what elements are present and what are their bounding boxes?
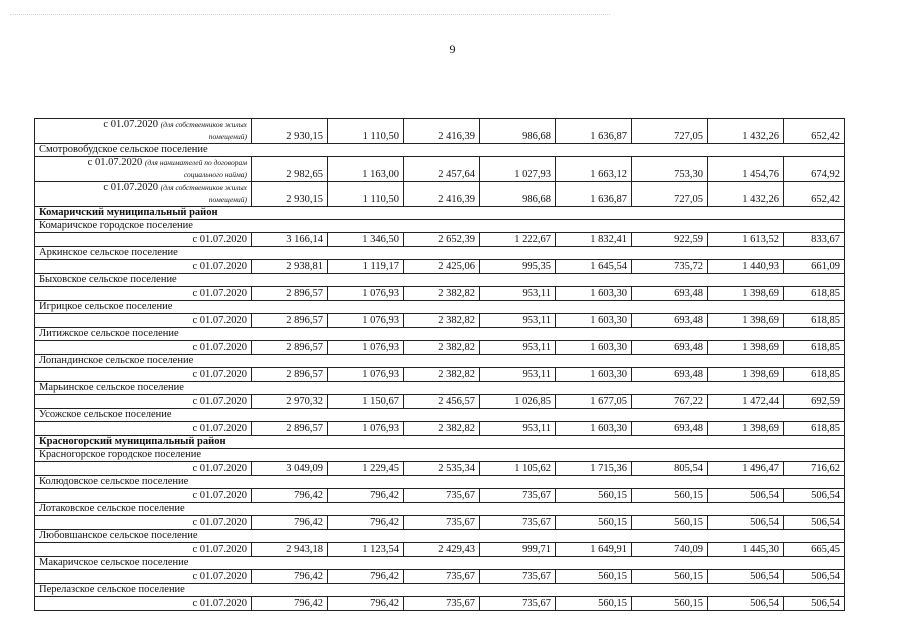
settlement-row	[35, 409, 845, 422]
tariff-value-cell: 1 026,85	[480, 395, 556, 409]
tariff-value-cell: 693,48	[632, 314, 708, 328]
table-row	[35, 287, 845, 301]
tariff-value-cell: 506,54	[708, 489, 784, 503]
settlement-row	[35, 274, 845, 287]
tariff-value-cell: 1 398,69	[708, 368, 784, 382]
tariff-value-cell: 506,54	[708, 516, 784, 530]
tariff-value-cell: 693,48	[632, 287, 708, 301]
tariff-value-cell: 796,42	[252, 489, 328, 503]
table-row	[35, 422, 845, 436]
date-note: (для нанимателей по договорам	[144, 158, 247, 167]
tariff-value-cell: 1 496,47	[708, 462, 784, 476]
tariff-value-cell: 995,35	[480, 260, 556, 274]
settlement-row	[35, 355, 845, 368]
tariff-value-cell: 2 457,64	[404, 157, 480, 182]
table-row	[35, 233, 845, 247]
date-label: с 01.07.2020	[192, 315, 247, 326]
tariff-value-cell: 652,42	[784, 119, 845, 144]
tariff-value-cell: 2 982,65	[252, 157, 328, 182]
tariff-value-cell: 796,42	[252, 516, 328, 530]
tariff-value-cell: 1 119,17	[328, 260, 404, 274]
tariff-value-cell: 953,11	[480, 368, 556, 382]
settlement-name: Марьинское сельское поселение	[35, 382, 845, 395]
tariff-value-cell: 1 110,50	[328, 119, 404, 144]
date-label-cell	[35, 489, 252, 503]
date-label-cell	[35, 570, 252, 584]
tariff-value-cell: 796,42	[328, 489, 404, 503]
district-header-row	[35, 207, 845, 220]
tariff-value-cell: 560,15	[556, 597, 632, 611]
tariff-value-cell: 1 603,30	[556, 422, 632, 436]
tariff-value-cell: 2 652,39	[404, 233, 480, 247]
tariff-value-cell: 560,15	[556, 489, 632, 503]
table-row	[35, 543, 845, 557]
scan-artifact-line	[10, 14, 610, 17]
date-label: с 01.07.2020	[192, 234, 247, 245]
settlement-row	[35, 220, 845, 233]
date-label: с 01.07.2020	[192, 544, 247, 555]
tariff-value-cell: 1 472,44	[708, 395, 784, 409]
tariff-value-cell: 560,15	[556, 570, 632, 584]
tariff-value-cell: 796,42	[252, 570, 328, 584]
tariff-value-cell: 2 382,82	[404, 314, 480, 328]
settlement-row	[35, 530, 845, 543]
tariff-value-cell: 506,54	[784, 489, 845, 503]
tariff-value-cell: 2 896,57	[252, 422, 328, 436]
date-label-cell	[35, 119, 252, 144]
settlement-row	[35, 247, 845, 260]
table-row	[35, 462, 845, 476]
settlement-name: Литижское сельское поселение	[35, 328, 845, 341]
date-label: с 01.07.2020	[103, 182, 158, 193]
date-label: с 01.07.2020	[192, 571, 247, 582]
tariff-value-cell: 1 076,93	[328, 368, 404, 382]
date-label-cell	[35, 462, 252, 476]
settlement-name: Колюдовское сельское поселение	[35, 476, 845, 489]
tariff-value-cell: 560,15	[632, 570, 708, 584]
settlement-name: Лотаковское сельское поселение	[35, 503, 845, 516]
tariff-value-cell: 560,15	[632, 489, 708, 503]
settlement-name: Лопандинское сельское поселение	[35, 355, 845, 368]
tariff-value-cell: 1 432,26	[708, 182, 784, 207]
tariff-value-cell: 692,59	[784, 395, 845, 409]
district-name: Красногорский муниципальный район	[35, 436, 845, 449]
tariff-value-cell: 1 432,26	[708, 119, 784, 144]
tariff-value-cell: 986,68	[480, 182, 556, 207]
tariff-value-cell: 1 150,67	[328, 395, 404, 409]
tariff-value-cell: 618,85	[784, 341, 845, 355]
tariff-value-cell: 1 222,67	[480, 233, 556, 247]
tariff-value-cell: 1 613,52	[708, 233, 784, 247]
tariff-value-cell: 3 049,09	[252, 462, 328, 476]
settlement-name: Быховское сельское поселение	[35, 274, 845, 287]
tariff-value-cell: 1 163,00	[328, 157, 404, 182]
date-label: с 01.07.2020	[192, 490, 247, 501]
date-label-cell	[35, 516, 252, 530]
tariff-value-cell: 767,22	[632, 395, 708, 409]
date-label: с 01.07.2020	[87, 157, 143, 168]
tariff-value-cell: 2 429,43	[404, 543, 480, 557]
tariff-value-cell: 716,62	[784, 462, 845, 476]
tariff-value-cell: 740,09	[632, 543, 708, 557]
tariff-value-cell: 999,71	[480, 543, 556, 557]
tariff-value-cell: 2 943,18	[252, 543, 328, 557]
date-label: с 01.07.2020	[192, 261, 247, 272]
tariff-value-cell: 1 649,91	[556, 543, 632, 557]
date-label-cell	[35, 368, 252, 382]
tariff-value-cell: 833,67	[784, 233, 845, 247]
tariff-value-cell: 1 076,93	[328, 287, 404, 301]
date-label-cell	[35, 597, 252, 611]
tariff-value-cell: 796,42	[252, 597, 328, 611]
tariff-value-cell: 2 970,32	[252, 395, 328, 409]
tariff-value-cell: 805,54	[632, 462, 708, 476]
date-note: (для собственников жилых	[160, 120, 247, 129]
tariff-value-cell: 560,15	[556, 516, 632, 530]
date-label-cell	[35, 157, 252, 182]
table-row	[35, 182, 845, 207]
tariff-value-cell: 727,05	[632, 119, 708, 144]
settlement-name: Любовшанское сельское поселение	[35, 530, 845, 543]
tariff-value-cell: 796,42	[328, 597, 404, 611]
tariff-value-cell: 2 382,82	[404, 341, 480, 355]
tariff-value-cell: 1 603,30	[556, 341, 632, 355]
settlement-row	[35, 503, 845, 516]
tariff-value-cell: 618,85	[784, 422, 845, 436]
tariff-value-cell: 506,54	[784, 597, 845, 611]
tariff-value-cell: 560,15	[632, 597, 708, 611]
tariff-value-cell: 1 677,05	[556, 395, 632, 409]
date-label: с 01.07.2020	[103, 119, 158, 130]
table-row	[35, 516, 845, 530]
page-number: 9	[449, 42, 456, 56]
date-label-cell	[35, 287, 252, 301]
tariff-value-cell: 2 930,15	[252, 119, 328, 144]
date-label-cell	[35, 341, 252, 355]
tariff-value-cell: 1 445,30	[708, 543, 784, 557]
tariff-value-cell: 735,67	[480, 570, 556, 584]
tariff-value-cell: 1 603,30	[556, 287, 632, 301]
tariff-value-cell: 1 076,93	[328, 314, 404, 328]
tariff-value-cell: 953,11	[480, 422, 556, 436]
date-label: с 01.07.2020	[192, 598, 247, 609]
table-row	[35, 314, 845, 328]
tariff-value-cell: 1 076,93	[328, 341, 404, 355]
date-note-cont: помещений)	[208, 195, 247, 204]
date-label: с 01.07.2020	[192, 463, 247, 474]
tariff-value-cell: 665,45	[784, 543, 845, 557]
tariff-value-cell: 735,67	[404, 489, 480, 503]
date-note-cont: социального найма)	[183, 170, 247, 179]
tariff-table-body	[35, 119, 845, 611]
tariff-value-cell: 1 636,87	[556, 182, 632, 207]
settlement-row	[35, 476, 845, 489]
settlement-name: Комаричское городское поселение	[35, 220, 845, 233]
tariff-value-cell: 2 535,34	[404, 462, 480, 476]
tariff-value-cell: 2 896,57	[252, 314, 328, 328]
date-label-cell	[35, 395, 252, 409]
district-name: Комаричский муниципальный район	[35, 207, 845, 220]
date-label-cell	[35, 182, 252, 207]
tariff-value-cell: 735,67	[480, 516, 556, 530]
tariff-value-cell: 506,54	[784, 516, 845, 530]
table-row	[35, 395, 845, 409]
tariff-value-cell: 1 229,45	[328, 462, 404, 476]
tariff-value-cell: 1 603,30	[556, 368, 632, 382]
tariff-value-cell: 1 440,93	[708, 260, 784, 274]
tariff-value-cell: 1 715,36	[556, 462, 632, 476]
table-row	[35, 341, 845, 355]
date-note-cont: помещений)	[208, 132, 247, 141]
tariff-table	[34, 118, 845, 611]
tariff-value-cell: 1 603,30	[556, 314, 632, 328]
tariff-value-cell: 560,15	[632, 516, 708, 530]
settlement-name: Усожское сельское поселение	[35, 409, 845, 422]
tariff-value-cell: 1 076,93	[328, 422, 404, 436]
district-header-row	[35, 436, 845, 449]
tariff-value-cell: 2 896,57	[252, 287, 328, 301]
date-label-cell	[35, 260, 252, 274]
tariff-value-cell: 618,85	[784, 368, 845, 382]
tariff-value-cell: 2 896,57	[252, 341, 328, 355]
tariff-value-cell: 922,59	[632, 233, 708, 247]
tariff-value-cell: 735,67	[480, 597, 556, 611]
tariff-value-cell: 2 938,81	[252, 260, 328, 274]
date-label: с 01.07.2020	[192, 369, 247, 380]
date-label: с 01.07.2020	[192, 288, 247, 299]
tariff-value-cell: 1 346,50	[328, 233, 404, 247]
tariff-value-cell: 1 398,69	[708, 314, 784, 328]
table-row	[35, 119, 845, 144]
table-row	[35, 157, 845, 182]
settlement-row	[35, 301, 845, 314]
tariff-value-cell: 753,30	[632, 157, 708, 182]
tariff-value-cell: 618,85	[784, 314, 845, 328]
table-row	[35, 489, 845, 503]
tariff-value-cell: 2 382,82	[404, 422, 480, 436]
date-label: с 01.07.2020	[192, 517, 247, 528]
settlement-name: Аркинское сельское поселение	[35, 247, 845, 260]
tariff-value-cell: 2 416,39	[404, 182, 480, 207]
tariff-value-cell: 2 416,39	[404, 119, 480, 144]
settlement-row	[35, 449, 845, 462]
tariff-value-cell: 735,72	[632, 260, 708, 274]
tariff-value-cell: 693,48	[632, 422, 708, 436]
tariff-value-cell: 674,92	[784, 157, 845, 182]
tariff-value-cell: 735,67	[404, 516, 480, 530]
tariff-value-cell: 1 645,54	[556, 260, 632, 274]
tariff-value-cell: 3 166,14	[252, 233, 328, 247]
settlement-name: Перелазское сельское поселение	[35, 584, 845, 597]
date-label: с 01.07.2020	[192, 342, 247, 353]
tariff-value-cell: 1 832,41	[556, 233, 632, 247]
settlement-row	[35, 382, 845, 395]
settlement-row	[35, 557, 845, 570]
tariff-value-cell: 693,48	[632, 341, 708, 355]
tariff-value-cell: 1 123,54	[328, 543, 404, 557]
tariff-value-cell: 1 027,93	[480, 157, 556, 182]
settlement-row	[35, 584, 845, 597]
tariff-value-cell: 1 110,50	[328, 182, 404, 207]
tariff-value-cell: 1 663,12	[556, 157, 632, 182]
tariff-value-cell: 1 398,69	[708, 341, 784, 355]
tariff-value-cell: 735,67	[404, 597, 480, 611]
table-row	[35, 260, 845, 274]
tariff-value-cell: 1 454,76	[708, 157, 784, 182]
tariff-value-cell: 796,42	[328, 570, 404, 584]
date-label-cell	[35, 314, 252, 328]
tariff-value-cell: 796,42	[328, 516, 404, 530]
tariff-value-cell: 693,48	[632, 368, 708, 382]
tariff-value-cell: 2 930,15	[252, 182, 328, 207]
tariff-value-cell: 506,54	[708, 597, 784, 611]
tariff-value-cell: 953,11	[480, 287, 556, 301]
tariff-value-cell: 2 382,82	[404, 368, 480, 382]
settlement-row	[35, 144, 845, 157]
tariff-value-cell: 506,54	[708, 570, 784, 584]
tariff-value-cell: 2 896,57	[252, 368, 328, 382]
settlement-name: Игрицкое сельское поселение	[35, 301, 845, 314]
tariff-value-cell: 727,05	[632, 182, 708, 207]
tariff-value-cell: 652,42	[784, 182, 845, 207]
date-label: с 01.07.2020	[192, 396, 247, 407]
settlement-name: Красногорское городское поселение	[35, 449, 845, 462]
tariff-value-cell: 1 636,87	[556, 119, 632, 144]
tariff-value-cell: 953,11	[480, 314, 556, 328]
table-row	[35, 597, 845, 611]
tariff-value-cell: 618,85	[784, 287, 845, 301]
tariff-value-cell: 661,09	[784, 260, 845, 274]
tariff-value-cell: 953,11	[480, 341, 556, 355]
settlement-row	[35, 328, 845, 341]
tariff-value-cell: 735,67	[404, 570, 480, 584]
date-label-cell	[35, 422, 252, 436]
settlement-name: Макаричское сельское поселение	[35, 557, 845, 570]
table-row	[35, 368, 845, 382]
table-row	[35, 570, 845, 584]
tariff-value-cell: 735,67	[480, 489, 556, 503]
tariff-value-cell: 2 382,82	[404, 287, 480, 301]
date-label: с 01.07.2020	[192, 423, 247, 434]
tariff-value-cell: 506,54	[784, 570, 845, 584]
tariff-value-cell: 1 105,62	[480, 462, 556, 476]
tariff-value-cell: 1 398,69	[708, 422, 784, 436]
tariff-value-cell: 986,68	[480, 119, 556, 144]
settlement-name: Смотровобудское сельское поселение	[35, 144, 845, 157]
date-label-cell	[35, 543, 252, 557]
tariff-value-cell: 2 456,57	[404, 395, 480, 409]
tariff-value-cell: 2 425,06	[404, 260, 480, 274]
tariff-value-cell: 1 398,69	[708, 287, 784, 301]
date-note: (для собственников жилых	[160, 183, 247, 192]
date-label-cell	[35, 233, 252, 247]
